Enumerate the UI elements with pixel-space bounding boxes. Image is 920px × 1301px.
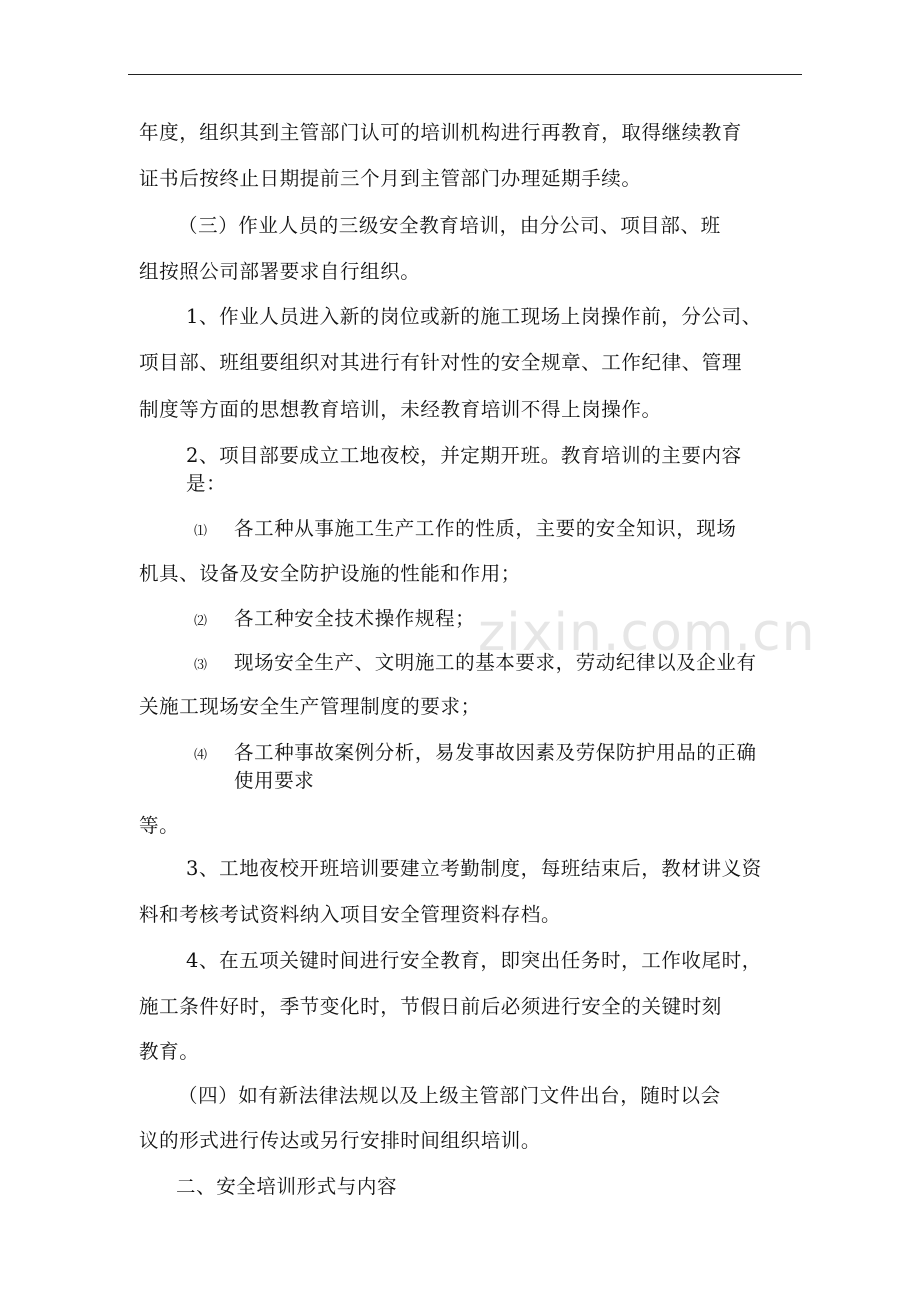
text-line: 组按照公司部署要求自行组织。 bbox=[139, 260, 421, 283]
header-rule bbox=[128, 74, 802, 75]
list-marker: ⑵ bbox=[194, 614, 208, 629]
list-marker: ⑶ bbox=[194, 658, 208, 673]
text-line: 制度等方面的思想教育培训，未经教育培训不得上岗操作。 bbox=[139, 398, 662, 421]
list-item-text: 现场安全生产、文明施工的基本要求，劳动纪律以及企业有 bbox=[234, 651, 757, 674]
text-line: 1、作业人员进入新的岗位或新的施工现场上岗操作前，分公司、 bbox=[186, 305, 762, 328]
text-line: 2、项目部要成立工地夜校，并定期开班。教育培训的主要内容 bbox=[186, 444, 742, 467]
text-line: 料和考核考试资料纳入项目安全管理资料存档。 bbox=[139, 903, 562, 926]
list-marker: ⑴ bbox=[194, 524, 208, 539]
text-line: 议的形式进行传达或另行安排时间组织培训。 bbox=[139, 1129, 542, 1152]
list-item-text: 各工种事故案例分析，易发事故因素及劳保防护用品的正确 bbox=[234, 741, 757, 764]
list-item-text: 各工种安全技术操作规程； bbox=[234, 607, 476, 630]
list-marker: ⑷ bbox=[194, 748, 208, 763]
list-item-text: 各工种从事施工生产工作的性质，主要的安全知识，现场 bbox=[234, 517, 737, 540]
text-line: 机具、设备及安全防护设施的性能和作用； bbox=[139, 562, 521, 585]
text-line: 证书后按终止日期提前三个月到主管部门办理延期手续。 bbox=[139, 167, 642, 190]
text-line: 是： bbox=[186, 472, 227, 495]
text-line: 3、工地夜校开班培训要建立考勤制度，每班结束后，教材讲义资 bbox=[186, 857, 762, 880]
watermark: zixin.com.cn bbox=[478, 603, 816, 663]
text-line: 关施工现场安全生产管理制度的要求； bbox=[139, 695, 481, 718]
list-item bbox=[194, 516, 737, 545]
text-line: 年度，组织其到主管部门认可的培训机构进行再教育，取得继续教育 bbox=[139, 121, 743, 144]
section-heading: 二、安全培训形式与内容 bbox=[176, 1175, 398, 1198]
text-line: 等。 bbox=[139, 814, 180, 837]
text-line: （四）如有新法律法规以及上级主管部门文件出台，随时以会 bbox=[178, 1084, 721, 1107]
list-item bbox=[194, 606, 475, 635]
text-line: 教育。 bbox=[139, 1040, 200, 1063]
list-item bbox=[194, 740, 757, 769]
list-item bbox=[194, 650, 757, 679]
text-line: 使用要求 bbox=[234, 769, 315, 792]
text-line: （三）作业人员的三级安全教育培训，由分公司、项目部、班 bbox=[178, 214, 721, 237]
text-line: 施工条件好时，季节变化时，节假日前后必须进行安全的关键时刻 bbox=[139, 995, 722, 1018]
text-line: 4、在五项关键时间进行安全教育，即突出任务时，工作收尾时， bbox=[186, 949, 762, 972]
text-line: 项目部、班组要组织对其进行有针对性的安全规章、工作纪律、管理 bbox=[139, 351, 743, 374]
